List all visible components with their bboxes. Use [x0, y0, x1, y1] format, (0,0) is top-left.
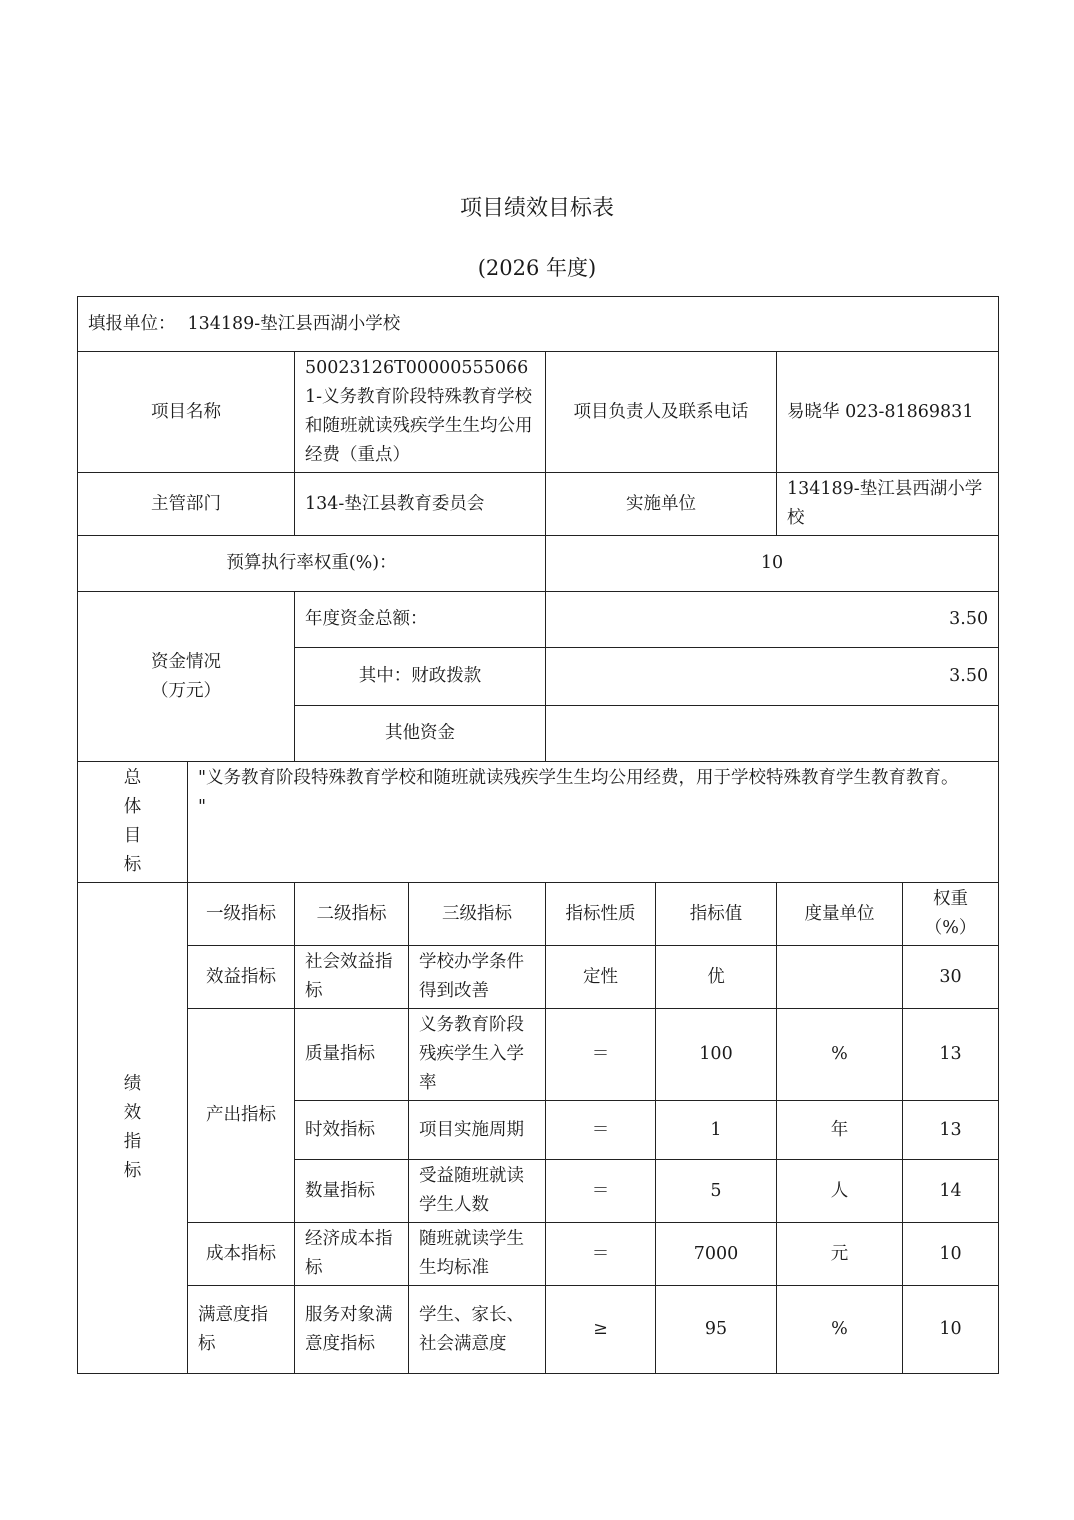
indicators-char: 效	[123, 1103, 142, 1123]
column-header: 权重（%）	[903, 883, 999, 946]
reporting-unit-value: 134189-垫江县西湖小学校	[187, 313, 401, 334]
indicator-unit: 元	[777, 1223, 903, 1286]
level2-indicator: 时效指标	[295, 1101, 409, 1160]
level3-indicator: 学生、家长、社会满意度	[409, 1286, 546, 1374]
level1-indicator: 满意度指标	[188, 1286, 295, 1374]
level3-indicator: 项目实施周期	[409, 1101, 546, 1160]
indicator-weight: 13	[903, 1101, 999, 1160]
indicator-weight: 14	[903, 1160, 999, 1223]
indicators-label	[78, 883, 188, 1374]
column-header: 指标性质	[546, 883, 656, 946]
level2-indicator: 经济成本指标	[295, 1223, 409, 1286]
indicator-value: 1	[656, 1101, 777, 1160]
implementing-unit-value: 134189-垫江县西湖小学校	[777, 473, 999, 536]
implementing-unit-label: 实施单位	[546, 473, 777, 536]
document-title: 项目绩效目标表	[459, 196, 614, 221]
level3-indicator: 受益随班就读学生人数	[409, 1160, 546, 1223]
funds-other-value	[546, 706, 999, 762]
table-row	[78, 1009, 999, 1101]
funds-label	[78, 592, 295, 762]
overall-goal-text: "义务教育阶段特殊教育学校和随班就读残疾学生生均公用经费，用于学校特殊教育学生教育教育。 "	[188, 762, 999, 883]
overall-goal-char: 目	[123, 826, 142, 846]
indicator-value: 5	[656, 1160, 777, 1223]
funds-fiscal-label: 其中：财政拨款	[295, 648, 546, 706]
overall-goal-char: 体	[123, 797, 142, 817]
funds-fiscal-value: 3.50	[546, 648, 999, 706]
indicator-nature: ＝	[546, 1223, 656, 1286]
level1-indicator: 成本指标	[188, 1223, 295, 1286]
indicators-char: 标	[123, 1161, 142, 1181]
budget-rate-label: 预算执行率权重(%)：	[78, 536, 546, 592]
indicator-nature: ＝	[546, 1009, 656, 1101]
indicator-value: 7000	[656, 1223, 777, 1286]
level2-indicator: 质量指标	[295, 1009, 409, 1101]
project-name-value: 50023126T000005550661-义务教育阶段特殊教育学校和随班就读残疾学生生均公用经费（重点）	[295, 352, 546, 473]
column-header: 三级指标	[409, 883, 546, 946]
indicators-char: 绩	[123, 1074, 142, 1094]
indicator-value: 100	[656, 1009, 777, 1101]
overall-goal-label	[78, 762, 188, 883]
column-header: 二级指标	[295, 883, 409, 946]
column-header: 度量单位	[777, 883, 903, 946]
performance-table	[77, 296, 999, 1374]
indicator-nature: 定性	[546, 946, 656, 1009]
level3-indicator: 随班就读学生生均标准	[409, 1223, 546, 1286]
column-header: 指标值	[656, 883, 777, 946]
document-subtitle: (2026 年度)	[477, 256, 597, 280]
indicators-char: 指	[123, 1132, 142, 1152]
level2-indicator: 服务对象满意度指标	[295, 1286, 409, 1374]
funds-total-value: 3.50	[546, 592, 999, 648]
indicator-unit: 人	[777, 1160, 903, 1223]
indicator-weight: 30	[903, 946, 999, 1009]
level3-indicator: 义务教育阶段残疾学生入学率	[409, 1009, 546, 1101]
level2-indicator: 社会效益指标	[295, 946, 409, 1009]
indicator-nature: ＝	[546, 1160, 656, 1223]
supervising-dept-value: 134-垫江县教育委员会	[295, 473, 546, 536]
table-row	[78, 1223, 999, 1286]
table-row	[78, 946, 999, 1009]
project-name-label: 项目名称	[78, 352, 295, 473]
indicator-unit: %	[777, 1286, 903, 1374]
overall-goal-char: 标	[123, 855, 142, 875]
reporting-unit-cell	[78, 297, 999, 352]
column-header: 一级指标	[188, 883, 295, 946]
indicator-nature: ＝	[546, 1101, 656, 1160]
indicator-unit	[777, 946, 903, 1009]
funds-label-line1: 资金情况	[151, 651, 221, 672]
indicator-weight: 13	[903, 1009, 999, 1101]
table-row	[78, 1286, 999, 1374]
indicator-unit: %	[777, 1009, 903, 1101]
supervising-dept-label: 主管部门	[78, 473, 295, 536]
indicator-weight: 10	[903, 1286, 999, 1374]
funds-other-label: 其他资金	[295, 706, 546, 762]
reporting-unit-label: 填报单位：	[88, 313, 176, 334]
level2-indicator: 数量指标	[295, 1160, 409, 1223]
level1-indicator: 效益指标	[188, 946, 295, 1009]
indicator-weight: 10	[903, 1223, 999, 1286]
project-contact-label: 项目负责人及联系电话	[546, 352, 777, 473]
level3-indicator: 学校办学条件得到改善	[409, 946, 546, 1009]
overall-goal-char: 总	[123, 768, 142, 788]
indicator-unit: 年	[777, 1101, 903, 1160]
indicator-value: 95	[656, 1286, 777, 1374]
funds-label-line2: （万元）	[151, 680, 221, 701]
budget-rate-value: 10	[546, 536, 999, 592]
project-contact-value: 易晓华 023-81869831	[777, 352, 999, 473]
indicator-value: 优	[656, 946, 777, 1009]
funds-total-label: 年度资金总额：	[295, 592, 546, 648]
level1-indicator: 产出指标	[188, 1009, 295, 1223]
indicator-nature: ≥	[546, 1286, 656, 1374]
